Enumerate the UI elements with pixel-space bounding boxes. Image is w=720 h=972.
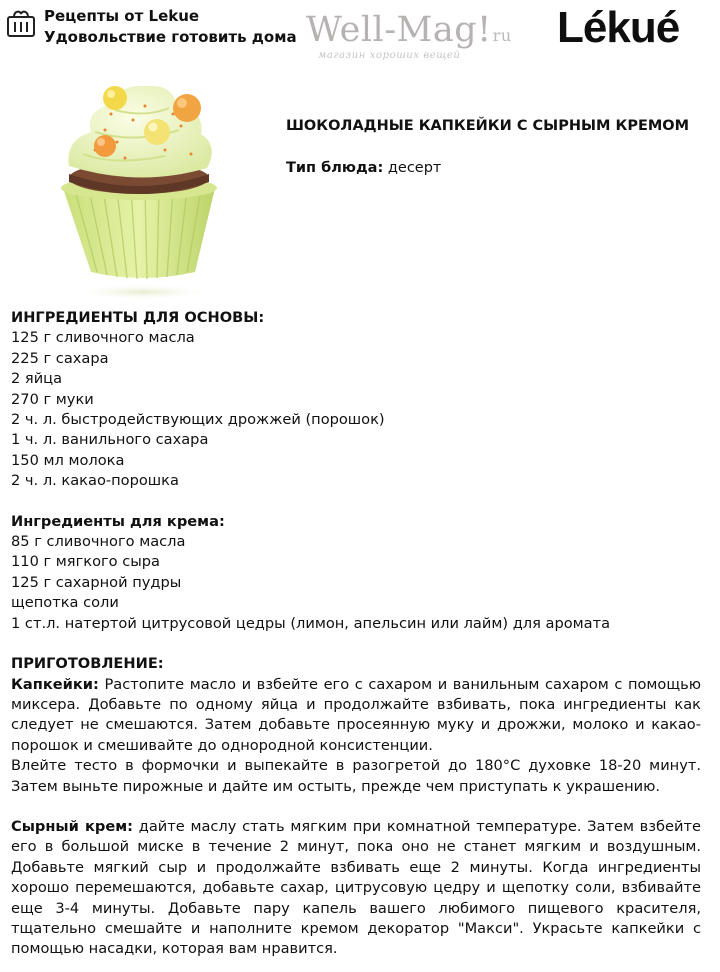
cream-paragraph (11, 817, 701, 960)
cupcakes-paragraph (11, 675, 701, 757)
list-item: 2 яйца (11, 370, 63, 388)
wellmag-name: Well-Mag! (306, 10, 492, 50)
lekue-logo: Lékué (557, 3, 680, 52)
cream-label: Сырный крем: (11, 817, 134, 835)
cupcakes-label: Капкейки: (11, 675, 99, 693)
list-item: 110 г мягкого сыра (11, 553, 160, 571)
cream-ingredients-heading: Ингредиенты для крема: (11, 512, 225, 530)
brand-title: Рецепты от Lekue (44, 7, 200, 25)
wellmag-suffix: ru (492, 26, 512, 45)
list-item: 1 ст.л. натертой цитрусовой цедры (лимон, апельсин или лайм) для аромата (11, 614, 611, 632)
list-item: 125 г сливочного масла (11, 329, 195, 347)
recipe-content (11, 308, 701, 960)
cupcakes-paragraph-2: Влейте тесто в формочки и выпекайте в разогретой до 180°С духовке 18-20 минут. Затем выньте пирожные и дайте им остыть, прежде чем приступать к украшению. (11, 757, 701, 795)
base-ingredients-list (11, 328, 701, 491)
list-item: 2 ч. л. какао-порошка (11, 472, 179, 490)
list-item: 2 ч. л. быстродействующих дрожжей (порошок) (11, 411, 385, 429)
dish-type (286, 160, 441, 176)
cream-ingredients-list (11, 532, 701, 634)
cupcakes-text: Растопите масло и взбейте его с сахаром и ванильным сахаром с помощью миксера. Добавьте по одному яйца и продолжайте взбивать, пока ингредиенты как следует не смешаются. Затем добавьте просеянную муку и дрожжи, молоко и какао-порошок и смешивайте до однородной консистенции. (11, 675, 701, 754)
base-ingredients-heading: ИНГРЕДИЕНТЫ ДЛЯ ОСНОВЫ: (11, 309, 265, 326)
dish-type-value: десерт (383, 160, 442, 176)
preparation-heading: ПРИГОТОВЛЕНИЕ: (11, 655, 164, 673)
cream-text: дайте маслу стать мягким при комнатной температуре. Затем взбейте его в большой миске в течение 2 минут, пока оно не станет мягким и воздушным. Добавьте мягкий сыр и продолжайте взбивать еще 2 минуты. Когда ингредиенты хорошо перемешаются, добавьте сахар, цитрусовую цедру и щепотку соли, взбивайте еще 3-4 минуты. Добавьте пару капель вашего любимого пищевого красителя, тщательно смешайте и наполните кремом декоратор "Макси". Украсьте капкейки с помощью насадки, которая вам нравится. (11, 817, 701, 958)
dish-type-label: Тип блюда: (286, 160, 384, 176)
list-item: 270 г муки (11, 390, 94, 408)
cupcake-image (55, 70, 235, 305)
list-item: 225 г сахара (11, 349, 109, 367)
wellmag-tagline: магазин хороших вещей (318, 50, 461, 61)
list-item: 85 г сливочного масла (11, 533, 186, 551)
page-header (0, 0, 720, 60)
brand-subtitle: Удовольствие готовить дома (44, 28, 297, 46)
list-item: 1 ч. л. ванильного сахара (11, 431, 209, 449)
list-item: щепотка соли (11, 594, 119, 612)
recipe-title: ШОКОЛАДНЫЕ КАПКЕЙКИ С СЫРНЫМ КРЕМОМ (286, 118, 690, 134)
list-item: 125 г сахарной пудры (11, 573, 182, 591)
list-item: 150 мл молока (11, 451, 125, 469)
chef-icon (6, 8, 36, 38)
